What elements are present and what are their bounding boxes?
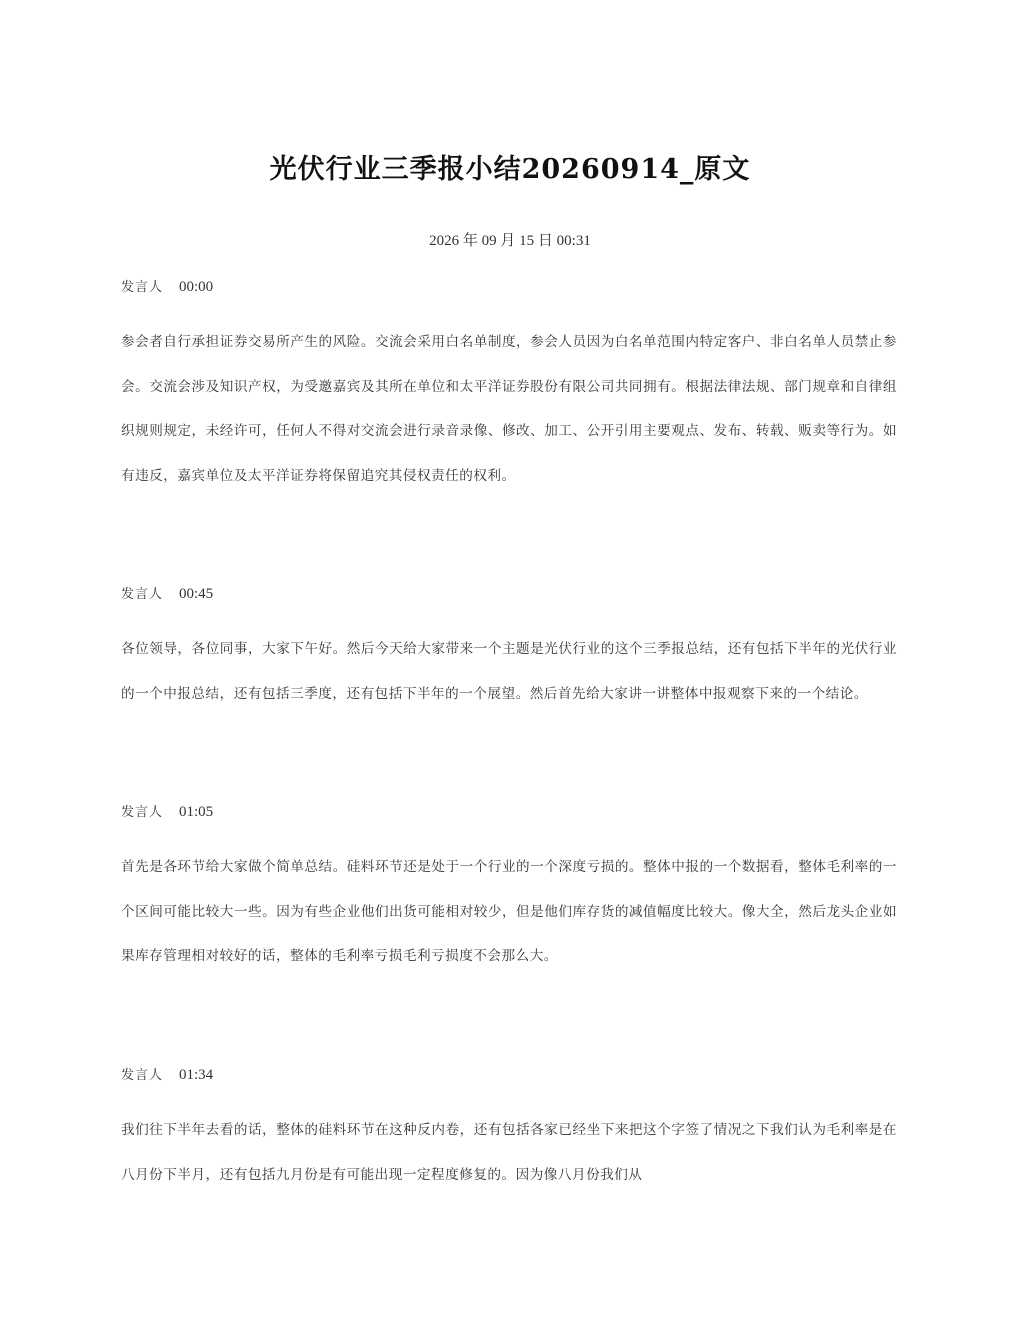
transcript-paragraph: 首先是各环节给大家做个简单总结。硅料环节还是处于一个行业的一个深度亏损的。整体中报的一个数据看，整体毛利率的一个区间可能比较大一些。因为有些企业他们出货可能相对较少，但是他们库存货的减值幅度比较大。像大全，然后龙头企业如果库存管理相对较好的话，整体的毛利率亏损毛利亏损度不会那么大。 — [121, 859, 897, 964]
document-title: 光伏行业三季报小结20260914_原文 — [269, 154, 751, 185]
timestamp: 01:05 — [179, 804, 214, 820]
transcript-section — [121, 801, 897, 979]
transcript-paragraph: 参会者自行承担证券交易所产生的风险。交流会采用白名单制度，参会人员因为白名单范围内特定客户、非白名单人员禁止参会。交流会涉及知识产权，为受邀嘉宾及其所在单位和太平洋证券股份有限公司共同拥有。根据法律法规、部门规章和自律组织规则规定，未经许可，任何人不得对交流会进行录音录像、修改、加工、公开引用主要观点、发布、转载、贩卖等行为。如有违反，嘉宾单位及太平洋证券将保留追究其侵权责任的权利。 — [121, 334, 897, 484]
speaker-line — [121, 1064, 897, 1086]
timestamp: 00:45 — [179, 586, 214, 602]
transcript-section — [121, 1064, 897, 1197]
transcript-paragraph: 各位领导，各位同事，大家下午好。然后今天给大家带来一个主题是光伏行业的这个三季报总结，还有包括下半年的光伏行业的一个中报总结，还有包括三季度，还有包括下半年的一个展望。然后首先给大家讲一讲整体中报观察下来的一个结论。 — [121, 641, 897, 702]
transcript-section — [121, 583, 897, 716]
speaker-label: 发言人 — [121, 587, 164, 602]
transcript-paragraph: 我们往下半年去看的话，整体的硅料环节在这种反内卷，还有包括各家已经坐下来把这个字签了情况之下我们认为毛利率是在八月份下半月，还有包括九月份是有可能出现一定程度修复的。因为像八月份我们从 — [121, 1122, 897, 1183]
transcript-section — [121, 276, 897, 498]
timestamp: 01:34 — [179, 1067, 214, 1083]
speaker-line — [121, 583, 897, 605]
speaker-line — [121, 276, 897, 298]
speaker-label: 发言人 — [121, 1068, 164, 1083]
document-date: 2026 年 09 月 15 日 00:31 — [429, 233, 591, 249]
speaker-line — [121, 801, 897, 823]
speaker-label: 发言人 — [121, 280, 164, 295]
timestamp: 00:00 — [179, 279, 214, 295]
speaker-label: 发言人 — [121, 805, 164, 820]
